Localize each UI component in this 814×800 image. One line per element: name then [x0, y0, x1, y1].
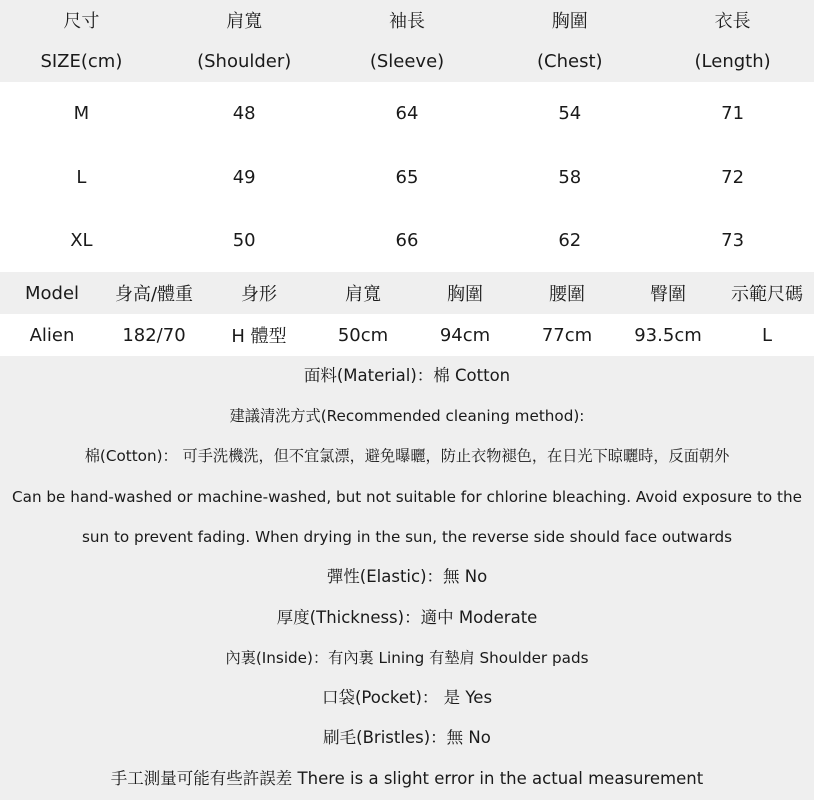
header-sample-size: 示範尺碼: [731, 284, 803, 305]
header-shoulder: 肩寬: [345, 284, 381, 305]
bristles-line: 刷毛(Bristles)：無 No: [323, 728, 491, 747]
cleaning-instructions-zh: 棉(Cotton)： 可手洗機洗，但不宜氯漂，避免曝曬，防止衣物褪色，在日光下晾曬時，反面朝外: [84, 447, 730, 465]
chest-value: 62: [558, 230, 582, 252]
pocket-line: 口袋(Pocket)： 是 Yes: [321, 688, 493, 707]
table-row: [0, 209, 814, 273]
header-shoulder-zh: 肩寬: [226, 11, 263, 32]
thickness-line: 厚度(Thickness)：適中 Moderate: [276, 608, 538, 627]
model-height-weight: 182/70: [122, 324, 186, 346]
header-waist: 腰圍: [549, 284, 585, 305]
size-header-zh-row: [0, 0, 814, 40]
header-body-type: 身形: [241, 284, 277, 305]
measurement-note: 手工測量可能有些許誤差 There is a slight error in the actual measurement: [110, 769, 704, 788]
model-sample-size: L: [761, 324, 773, 346]
cleaning-instructions-en-1: Can be hand-washed or machine-washed, but not suitable for chlorine bleaching. Avoid exposure to the: [12, 488, 802, 506]
length-value: 73: [721, 230, 745, 252]
size-label: XL: [70, 230, 93, 252]
model-shoulder: 50cm: [337, 324, 389, 346]
header-length-en: (Length): [694, 50, 771, 72]
sleeve-value: 66: [395, 230, 419, 252]
sleeve-value: 65: [395, 166, 419, 188]
header-chest: 胸圍: [447, 284, 483, 305]
shoulder-value: 50: [232, 230, 256, 252]
header-sleeve-en: (Sleeve): [369, 50, 445, 72]
header-sleeve-zh: 袖長: [388, 11, 425, 32]
shoulder-value: 49: [232, 166, 256, 188]
table-row: [0, 146, 814, 210]
header-height-weight: 身高/體重: [114, 284, 194, 305]
model-chest: 94cm: [439, 324, 491, 346]
header-hip: 臀圍: [650, 284, 686, 305]
sleeve-value: 64: [395, 103, 419, 125]
size-table: [0, 0, 814, 273]
header-chest-en: (Chest): [537, 50, 603, 72]
header-shoulder-en: (Shoulder): [197, 50, 292, 72]
header-size-en: SIZE(cm): [40, 50, 123, 72]
shoulder-value: 48: [232, 103, 256, 125]
model-table: [0, 272, 814, 356]
size-label: L: [76, 166, 87, 188]
model-waist: 77cm: [541, 324, 593, 346]
size-header-en-row: [0, 40, 814, 82]
inside-line: 內裏(Inside)：有內裏 Lining 有墊肩 Shoulder pads: [225, 649, 589, 667]
material-line: 面料(Material)：棉 Cotton: [303, 366, 511, 385]
model-name: Alien: [29, 324, 75, 346]
length-value: 71: [721, 103, 745, 125]
table-row: [0, 82, 814, 146]
header-model: Model: [24, 282, 80, 304]
length-value: 72: [721, 166, 745, 188]
chest-value: 58: [558, 166, 582, 188]
header-size-zh: 尺寸: [63, 11, 100, 32]
model-body-type: H 體型: [231, 326, 287, 347]
chest-value: 54: [558, 103, 582, 125]
table-row: [0, 314, 814, 356]
model-hip: 93.5cm: [634, 324, 702, 346]
model-header-row: [0, 272, 814, 314]
size-label: M: [73, 103, 90, 125]
cleaning-instructions-en-2: sun to prevent fading. When drying in the sun, the reverse side should face outwards: [81, 528, 733, 546]
header-length-zh: 衣長: [714, 11, 751, 32]
product-info-block: [0, 356, 814, 800]
elastic-line: 彈性(Elastic)：無 No: [326, 567, 488, 586]
cleaning-title: 建議清洗方式(Recommended cleaning method):: [229, 407, 585, 425]
header-chest-zh: 胸圍: [551, 11, 588, 32]
